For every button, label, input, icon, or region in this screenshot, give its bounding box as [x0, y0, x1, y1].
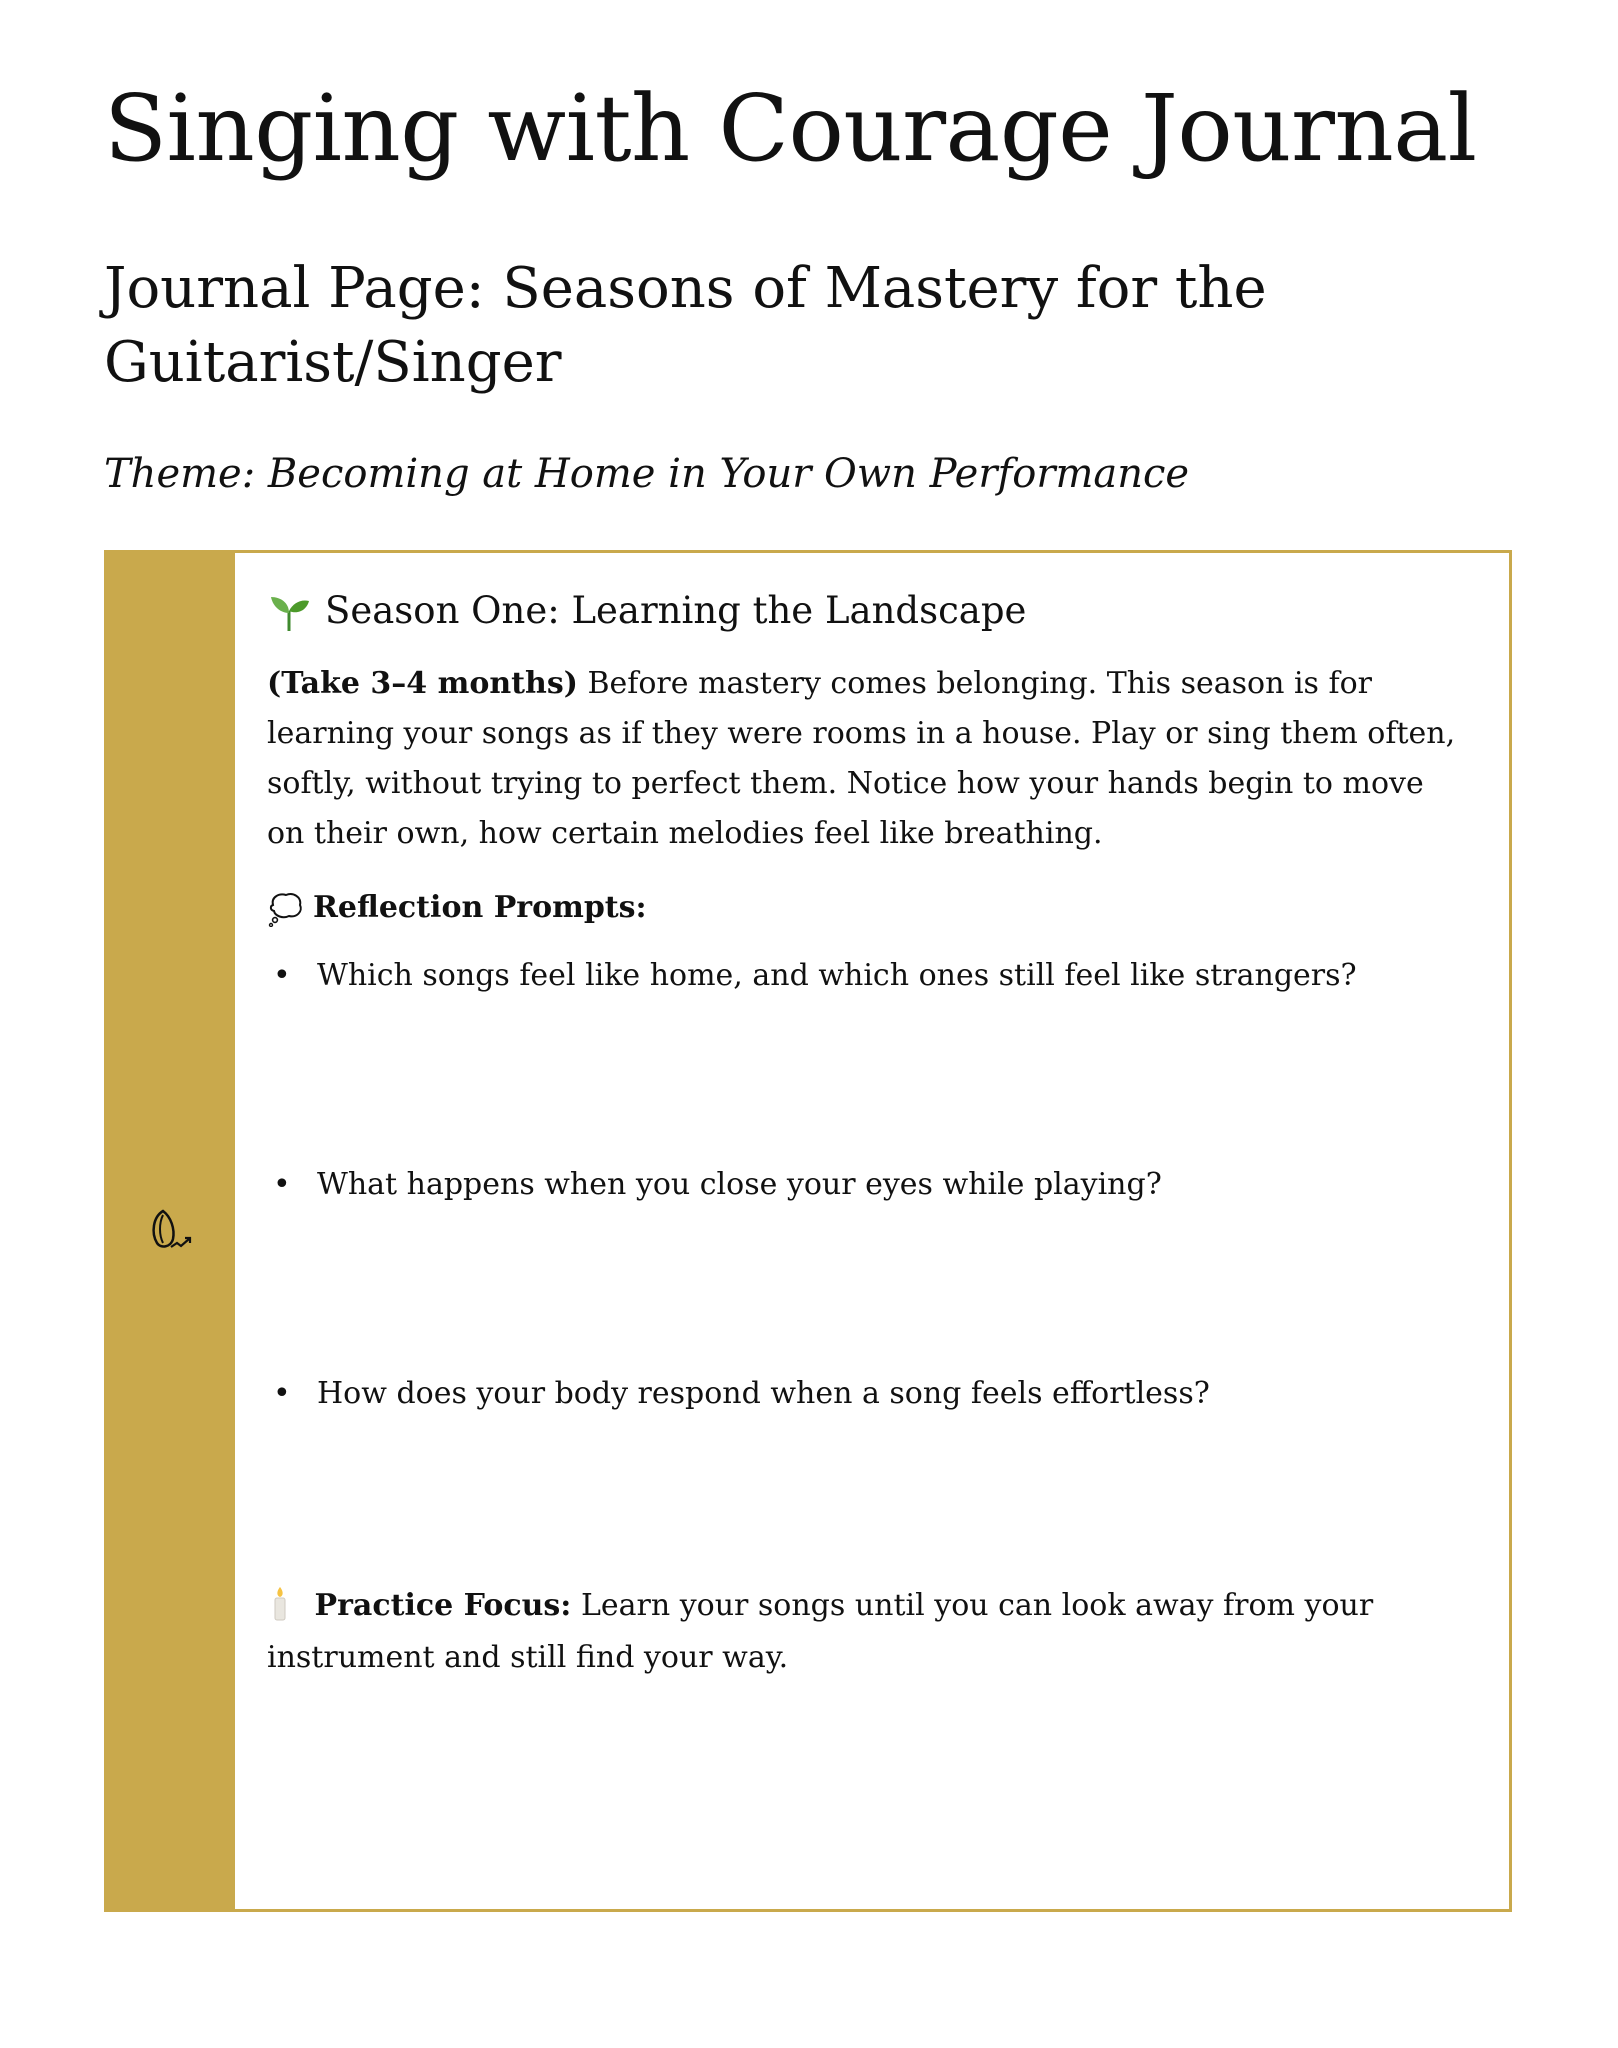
prompt-text: How does your body respond when a song feels effortless?	[317, 1376, 1210, 1411]
theme-line: Theme: Becoming at Home in Your Own Performance	[104, 451, 1190, 497]
thought-bubble-icon	[267, 889, 305, 927]
reflection-prompt	[267, 1162, 1467, 1371]
season-intro	[267, 659, 1467, 859]
practice-focus-text: Learn your songs until you can look away from your instrument and still find your way.	[267, 1588, 1374, 1675]
reflection-prompt	[267, 953, 1467, 1162]
bullet-icon: •	[273, 1376, 291, 1411]
season-heading-text: Season One: Learning the Landscape	[325, 589, 1027, 632]
reflection-prompt-list	[267, 953, 1467, 1580]
practice-focus-label: Practice Focus:	[314, 1588, 572, 1623]
season-content	[267, 585, 1467, 1714]
season-card	[104, 550, 1512, 1912]
bullet-icon: •	[273, 1167, 291, 1202]
page-subtitle: Journal Page: Seasons of Mastery for the Guitarist/Singer	[104, 256, 1267, 395]
practice-focus	[267, 1580, 1467, 1684]
reflection-prompts-label	[267, 885, 1467, 931]
page-title: Singing with Courage Journal	[104, 75, 1477, 182]
seed-growth-icon	[145, 1203, 201, 1259]
candle-icon	[267, 1585, 293, 1621]
reflection-prompts-text: Reflection Prompts:	[313, 890, 647, 925]
prompt-text: Which songs feel like home, and which ones still feel like strangers?	[317, 958, 1357, 993]
prompt-text: What happens when you close your eyes while playing?	[317, 1167, 1162, 1202]
bullet-icon: •	[273, 958, 291, 993]
sprout-icon	[267, 589, 311, 633]
season-side-rail	[107, 553, 235, 1909]
season-description: Before mastery comes belonging. This season is for learning your songs as if they were rooms in a house. Play or sing them often, softly, without trying to perfect them. Notice how your hands begin to move on their own, how certain melodies feel like breathing.	[267, 666, 1456, 851]
reflection-prompt	[267, 1371, 1467, 1580]
season-duration: (Take 3–4 months)	[267, 666, 578, 701]
season-heading	[267, 585, 1467, 637]
